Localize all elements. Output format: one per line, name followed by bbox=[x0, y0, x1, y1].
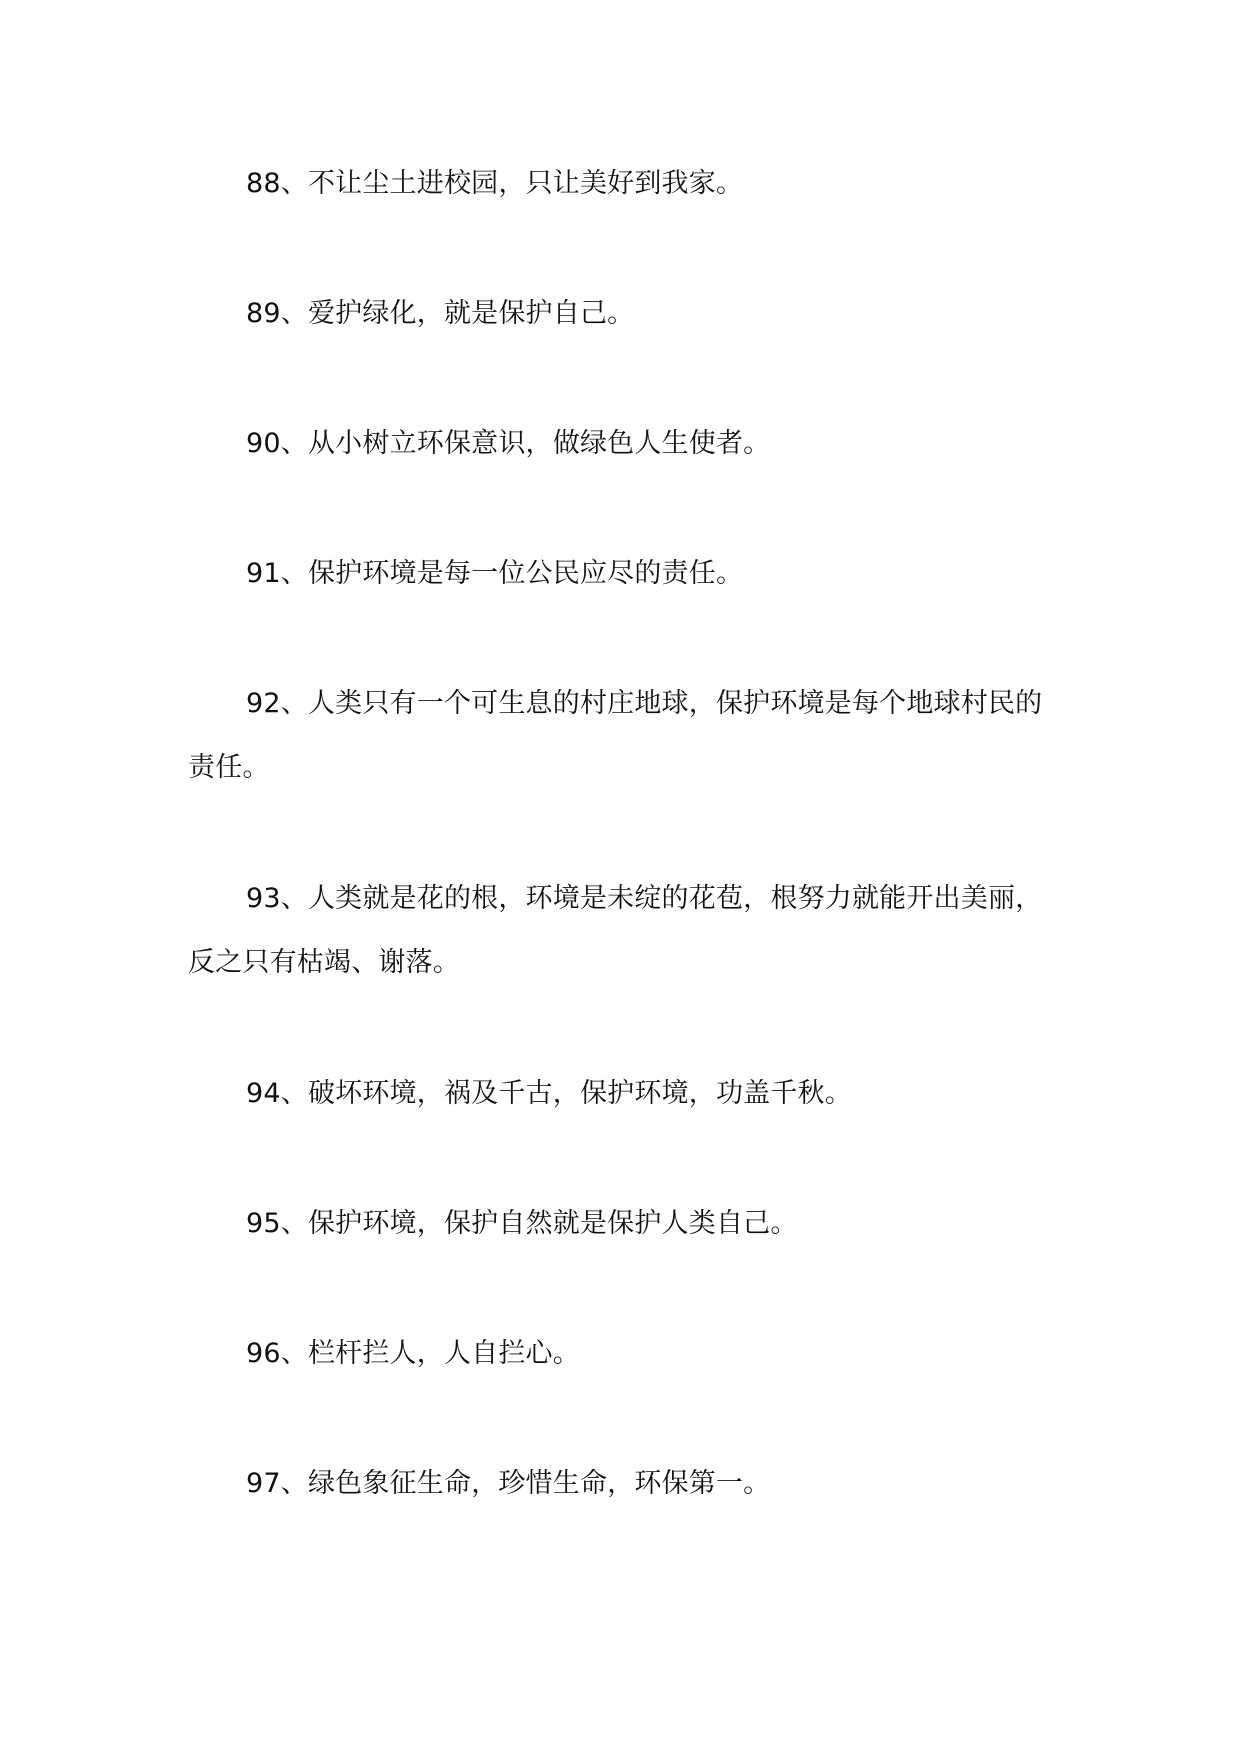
paragraph-91: 91、保护环境是每一位公民应尽的责任。 bbox=[246, 558, 744, 589]
paragraph-95: 95、保护环境，保护自然就是保护人类自己。 bbox=[246, 1208, 798, 1239]
paragraph-89: 89、爱护绿化，就是保护自己。 bbox=[246, 298, 635, 329]
paragraph-90: 90、从小树立环保意识，做绿色人生使者。 bbox=[246, 428, 771, 459]
paragraph-97: 97、绿色象征生命，珍惜生命，环保第一。 bbox=[246, 1468, 771, 1499]
paragraph-92: 92、人类只有一个可生息的村庄地球，保护环境是每个地球村民的责任。 bbox=[188, 688, 1043, 783]
paragraph-94: 94、破坏环境，祸及千古，保护环境，功盖千秋。 bbox=[246, 1078, 852, 1109]
paragraph-96: 96、栏杆拦人，人自拦心。 bbox=[246, 1338, 580, 1369]
paragraph-88: 88、不让尘土进校园，只让美好到我家。 bbox=[246, 168, 744, 199]
paragraph-93: 93、人类就是花的根，环境是未绽的花苞，根努力就能开出美丽，反之只有枯竭、谢落。 bbox=[188, 883, 1043, 978]
